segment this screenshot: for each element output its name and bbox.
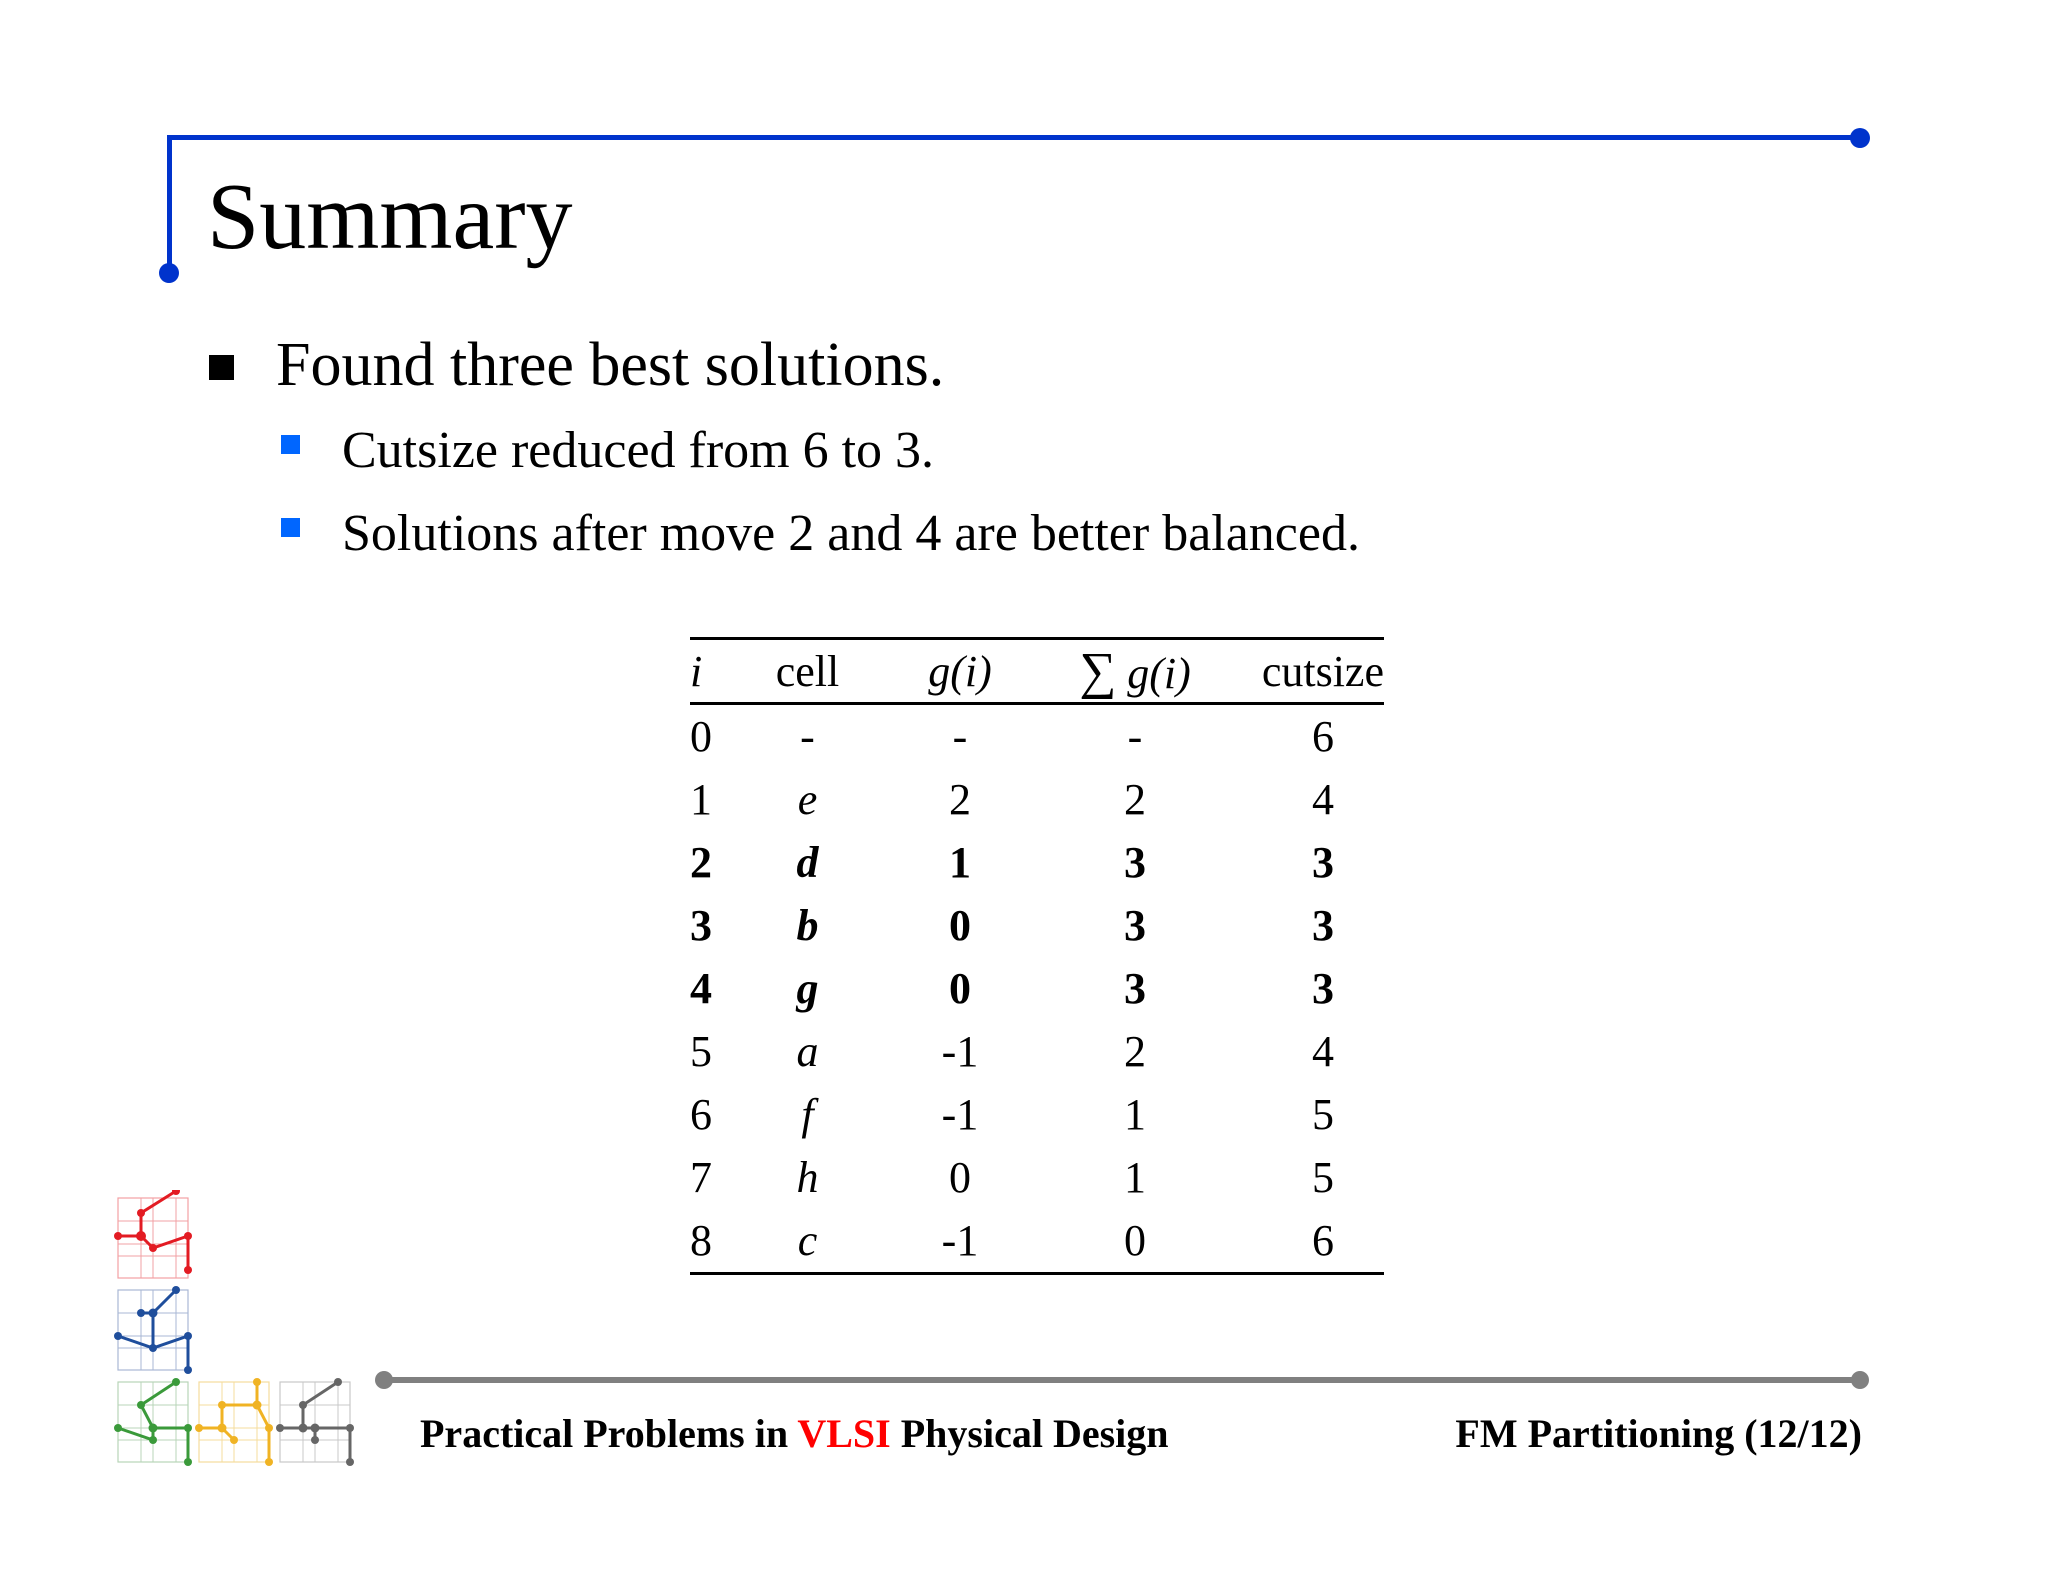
sub-bullet-text: Cutsize reduced from 6 to 3. <box>342 422 935 479</box>
cell-name: f <box>801 1090 814 1139</box>
cell-gain: 2 <box>949 775 971 824</box>
table-header-row <box>690 640 1384 702</box>
cell-i: 5 <box>690 1027 712 1076</box>
footer-title-accent: VLSI <box>797 1411 891 1456</box>
table-row <box>690 768 1384 831</box>
cell-sum-gain: 3 <box>1124 838 1146 887</box>
table-row <box>690 1146 1384 1209</box>
cell-cutsize: 5 <box>1312 1090 1334 1139</box>
cell-sum-gain: 2 <box>1124 775 1146 824</box>
cell-cutsize: 3 <box>1312 901 1334 950</box>
cell-gain: -1 <box>941 1027 979 1076</box>
table-row-best <box>690 894 1384 957</box>
cell-cutsize: 6 <box>1312 712 1334 761</box>
cell-sum-gain: - <box>1127 712 1143 761</box>
header-cumulative-gain <box>1025 640 1245 702</box>
table-row <box>690 1020 1384 1083</box>
cell-i: 7 <box>690 1153 712 1202</box>
blue-square-bullet-icon <box>281 435 300 454</box>
square-bullet-icon <box>209 355 234 380</box>
cell-name: d <box>796 838 819 887</box>
footer-rule <box>384 1377 1860 1383</box>
vlsi-grid-logo-icon <box>110 1190 370 1470</box>
cell-i: 1 <box>690 775 712 824</box>
bullet-text: Found three best solutions. <box>276 331 945 399</box>
blue-square-bullet-icon <box>281 518 300 537</box>
cell-gain: 0 <box>949 901 971 950</box>
cell-name: - <box>800 712 815 761</box>
cell-gain: 0 <box>949 964 971 1013</box>
sigma-icon: ∑ <box>1079 642 1117 700</box>
footer-course-title <box>420 1410 1169 1457</box>
cell-gain: -1 <box>941 1090 979 1139</box>
frame-dot-top-right <box>1850 128 1870 148</box>
header-i: i <box>690 646 703 696</box>
footer-slide-label: FM Partitioning (12/12) <box>1455 1411 1862 1456</box>
footer-title-prefix: Practical Problems in <box>420 1411 798 1456</box>
cell-i: 6 <box>690 1090 712 1139</box>
table-row <box>690 1209 1384 1272</box>
cell-sum-gain: 1 <box>1124 1090 1146 1139</box>
footer-rule-dot-left <box>375 1371 393 1389</box>
slide-title: Summary <box>207 165 573 269</box>
cell-i: 3 <box>690 901 712 950</box>
header-cumulative-gain-label: g(i) <box>1127 648 1191 698</box>
cell-i: 8 <box>690 1216 712 1265</box>
footer-title-suffix: Physical Design <box>890 1411 1169 1456</box>
cell-sum-gain: 2 <box>1124 1027 1146 1076</box>
cell-sum-gain: 1 <box>1124 1153 1146 1202</box>
table-bottom-rule <box>690 1272 1384 1275</box>
header-cutsize: cutsize <box>1261 646 1384 696</box>
table-row-best <box>690 957 1384 1020</box>
title-frame-top-line <box>167 135 1860 140</box>
cell-gain: 1 <box>949 838 971 887</box>
cell-name: c <box>797 1216 818 1265</box>
cell-cutsize: 6 <box>1312 1216 1334 1265</box>
cell-cutsize: 4 <box>1312 1027 1334 1076</box>
fm-moves-table <box>690 637 1384 1275</box>
frame-dot-bottom-left <box>159 263 179 283</box>
cell-name: b <box>796 901 819 950</box>
cell-gain: 0 <box>949 1153 971 1202</box>
cell-sum-gain: 3 <box>1124 964 1146 1013</box>
cell-name: e <box>797 775 818 824</box>
table-row <box>690 705 1384 768</box>
cell-i: 0 <box>690 712 712 761</box>
cell-sum-gain: 0 <box>1124 1216 1146 1265</box>
cell-i: 2 <box>690 838 712 887</box>
cell-cutsize: 4 <box>1312 775 1334 824</box>
cell-cutsize: 3 <box>1312 838 1334 887</box>
header-cell: cell <box>775 646 840 696</box>
table-row <box>690 1083 1384 1146</box>
cell-name: a <box>796 1027 819 1076</box>
cell-name: g <box>796 964 819 1013</box>
footer-rule-dot-right <box>1851 1371 1869 1389</box>
cell-gain: -1 <box>941 1216 979 1265</box>
header-gain: g(i) <box>928 646 992 696</box>
cell-cutsize: 3 <box>1312 964 1334 1013</box>
cell-cutsize: 5 <box>1312 1153 1334 1202</box>
table-row-best <box>690 831 1384 894</box>
title-frame-left-line <box>167 135 172 273</box>
cell-gain: - <box>952 712 968 761</box>
cell-sum-gain: 3 <box>1124 901 1146 950</box>
cell-name: h <box>796 1153 819 1202</box>
sub-bullet-text: Solutions after move 2 and 4 are better balanced. <box>342 505 1360 562</box>
cell-i: 4 <box>690 964 712 1013</box>
